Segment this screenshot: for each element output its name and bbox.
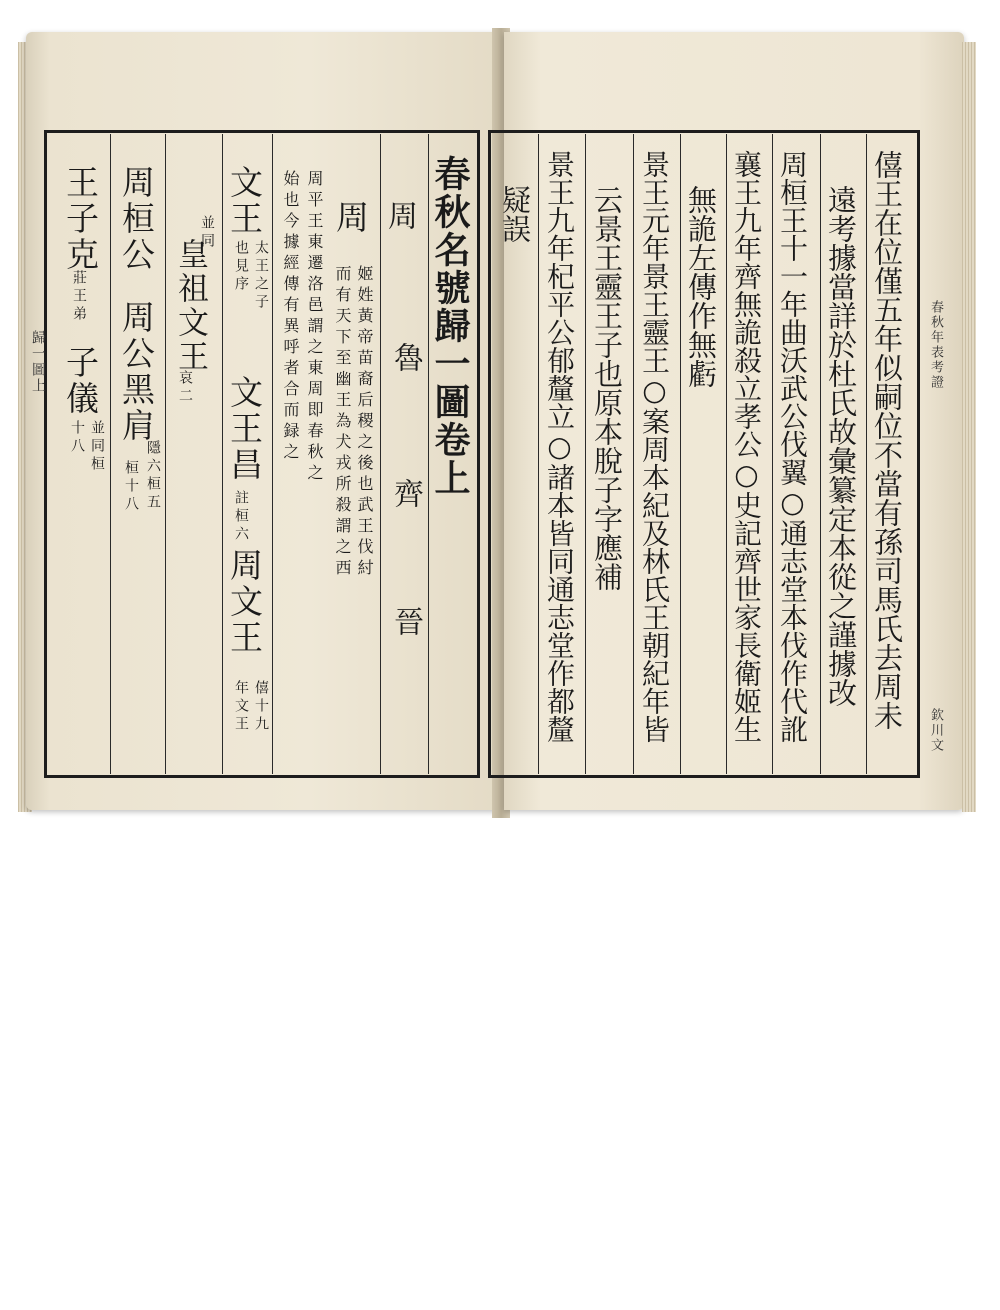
wangzi-ke: 王子克 [61,165,100,273]
column-rule [380,134,381,774]
text-column: 遠考據當詳於杜氏故彙纂定本從之謹據改 [824,185,858,707]
zhou-wen-wang: 周文王 [225,548,264,656]
huang-zu-wen-wang: 皇祖文王 [172,238,208,374]
column-rule [633,134,634,774]
column-rule [272,134,273,774]
left-margin-label: 歸一圖上 [30,330,46,394]
wen-wang-note: 也見序 [233,240,249,294]
huang-zu-note: 哀二 [177,370,193,406]
zhou-note: 而有天下至幽王為犬戎所殺謂之西 [333,265,352,580]
text-column: 襄王九年齊無詭殺立孝公○史記齊世家長衛姬生 [730,150,763,743]
wen-wang-chang-note: 註桓六 [233,490,249,544]
zi-yi-note: 並同桓 [89,420,105,474]
column-rule [866,134,867,774]
column-rule [538,134,539,774]
text-column: 景王九年杞平公郁釐立○諸本皆同通志堂作都釐 [543,150,576,743]
huang-zu-note: 並同 [199,215,215,251]
column-rule [165,134,166,774]
state-zhou: 周 [382,200,417,248]
column-rule [772,134,773,774]
zhou-gong-note: 桓十八 [123,460,139,514]
zhou-wen-wang-note: 僖十九 [253,680,269,734]
state-qi: 齊 [388,478,423,508]
page-edges-right [962,42,976,812]
text-column: 景王元年景王靈王○案周本紀及林氏王朝紀年皆 [638,150,671,743]
text-column: 云景王靈王子也原本脫子字應補 [590,185,624,591]
column-rule [585,134,586,774]
zhou-heading: 周 [331,200,370,236]
zi-yi-note: 十八 [69,420,85,456]
wen-wang: 文王 [225,165,264,237]
column-rule [820,134,821,774]
text-column: 僖王在位僅五年似嗣位不當有孫司馬氏去周未 [870,150,904,730]
zhou-note: 周平王東遷洛邑謂之東周即春秋之 [305,170,324,485]
zhou-huan-gong: 周桓公 [117,165,156,273]
wen-wang-note: 太王之子 [253,240,269,312]
book-title: 春秋名號歸一圖卷上 [429,155,471,497]
zhou-wen-wang-note: 年文王 [233,680,249,734]
wen-wang-chang: 文王昌 [225,375,264,483]
column-rule [110,134,111,774]
column-rule [726,134,727,774]
text-column: 周桓王十一年曲沃武公伐翼○通志堂本伐作代訛 [776,150,809,743]
state-lu: 魯 [388,342,423,372]
text-column: 無詭左傳作無虧 [684,185,718,388]
zhou-note: 姬姓黃帝苗裔后稷之後也武王伐紂 [355,265,374,580]
text-column: 疑誤 [498,185,532,243]
zhou-gong-hei-jian: 周公黑肩 [117,300,156,444]
zhou-note: 始也今據經傳有異呼者合而録之 [281,170,300,464]
wangzi-ke-note: 莊王弟 [71,270,87,324]
right-margin-label: 春秋年表考證 [928,300,943,390]
column-rule [222,134,223,774]
state-jin: 晉 [388,606,423,636]
right-margin-label: 欽川文 [928,708,943,753]
zi-yi: 子儀 [61,345,100,417]
zhou-gong-note: 隱六桓五 [145,440,161,512]
column-rule [680,134,681,774]
